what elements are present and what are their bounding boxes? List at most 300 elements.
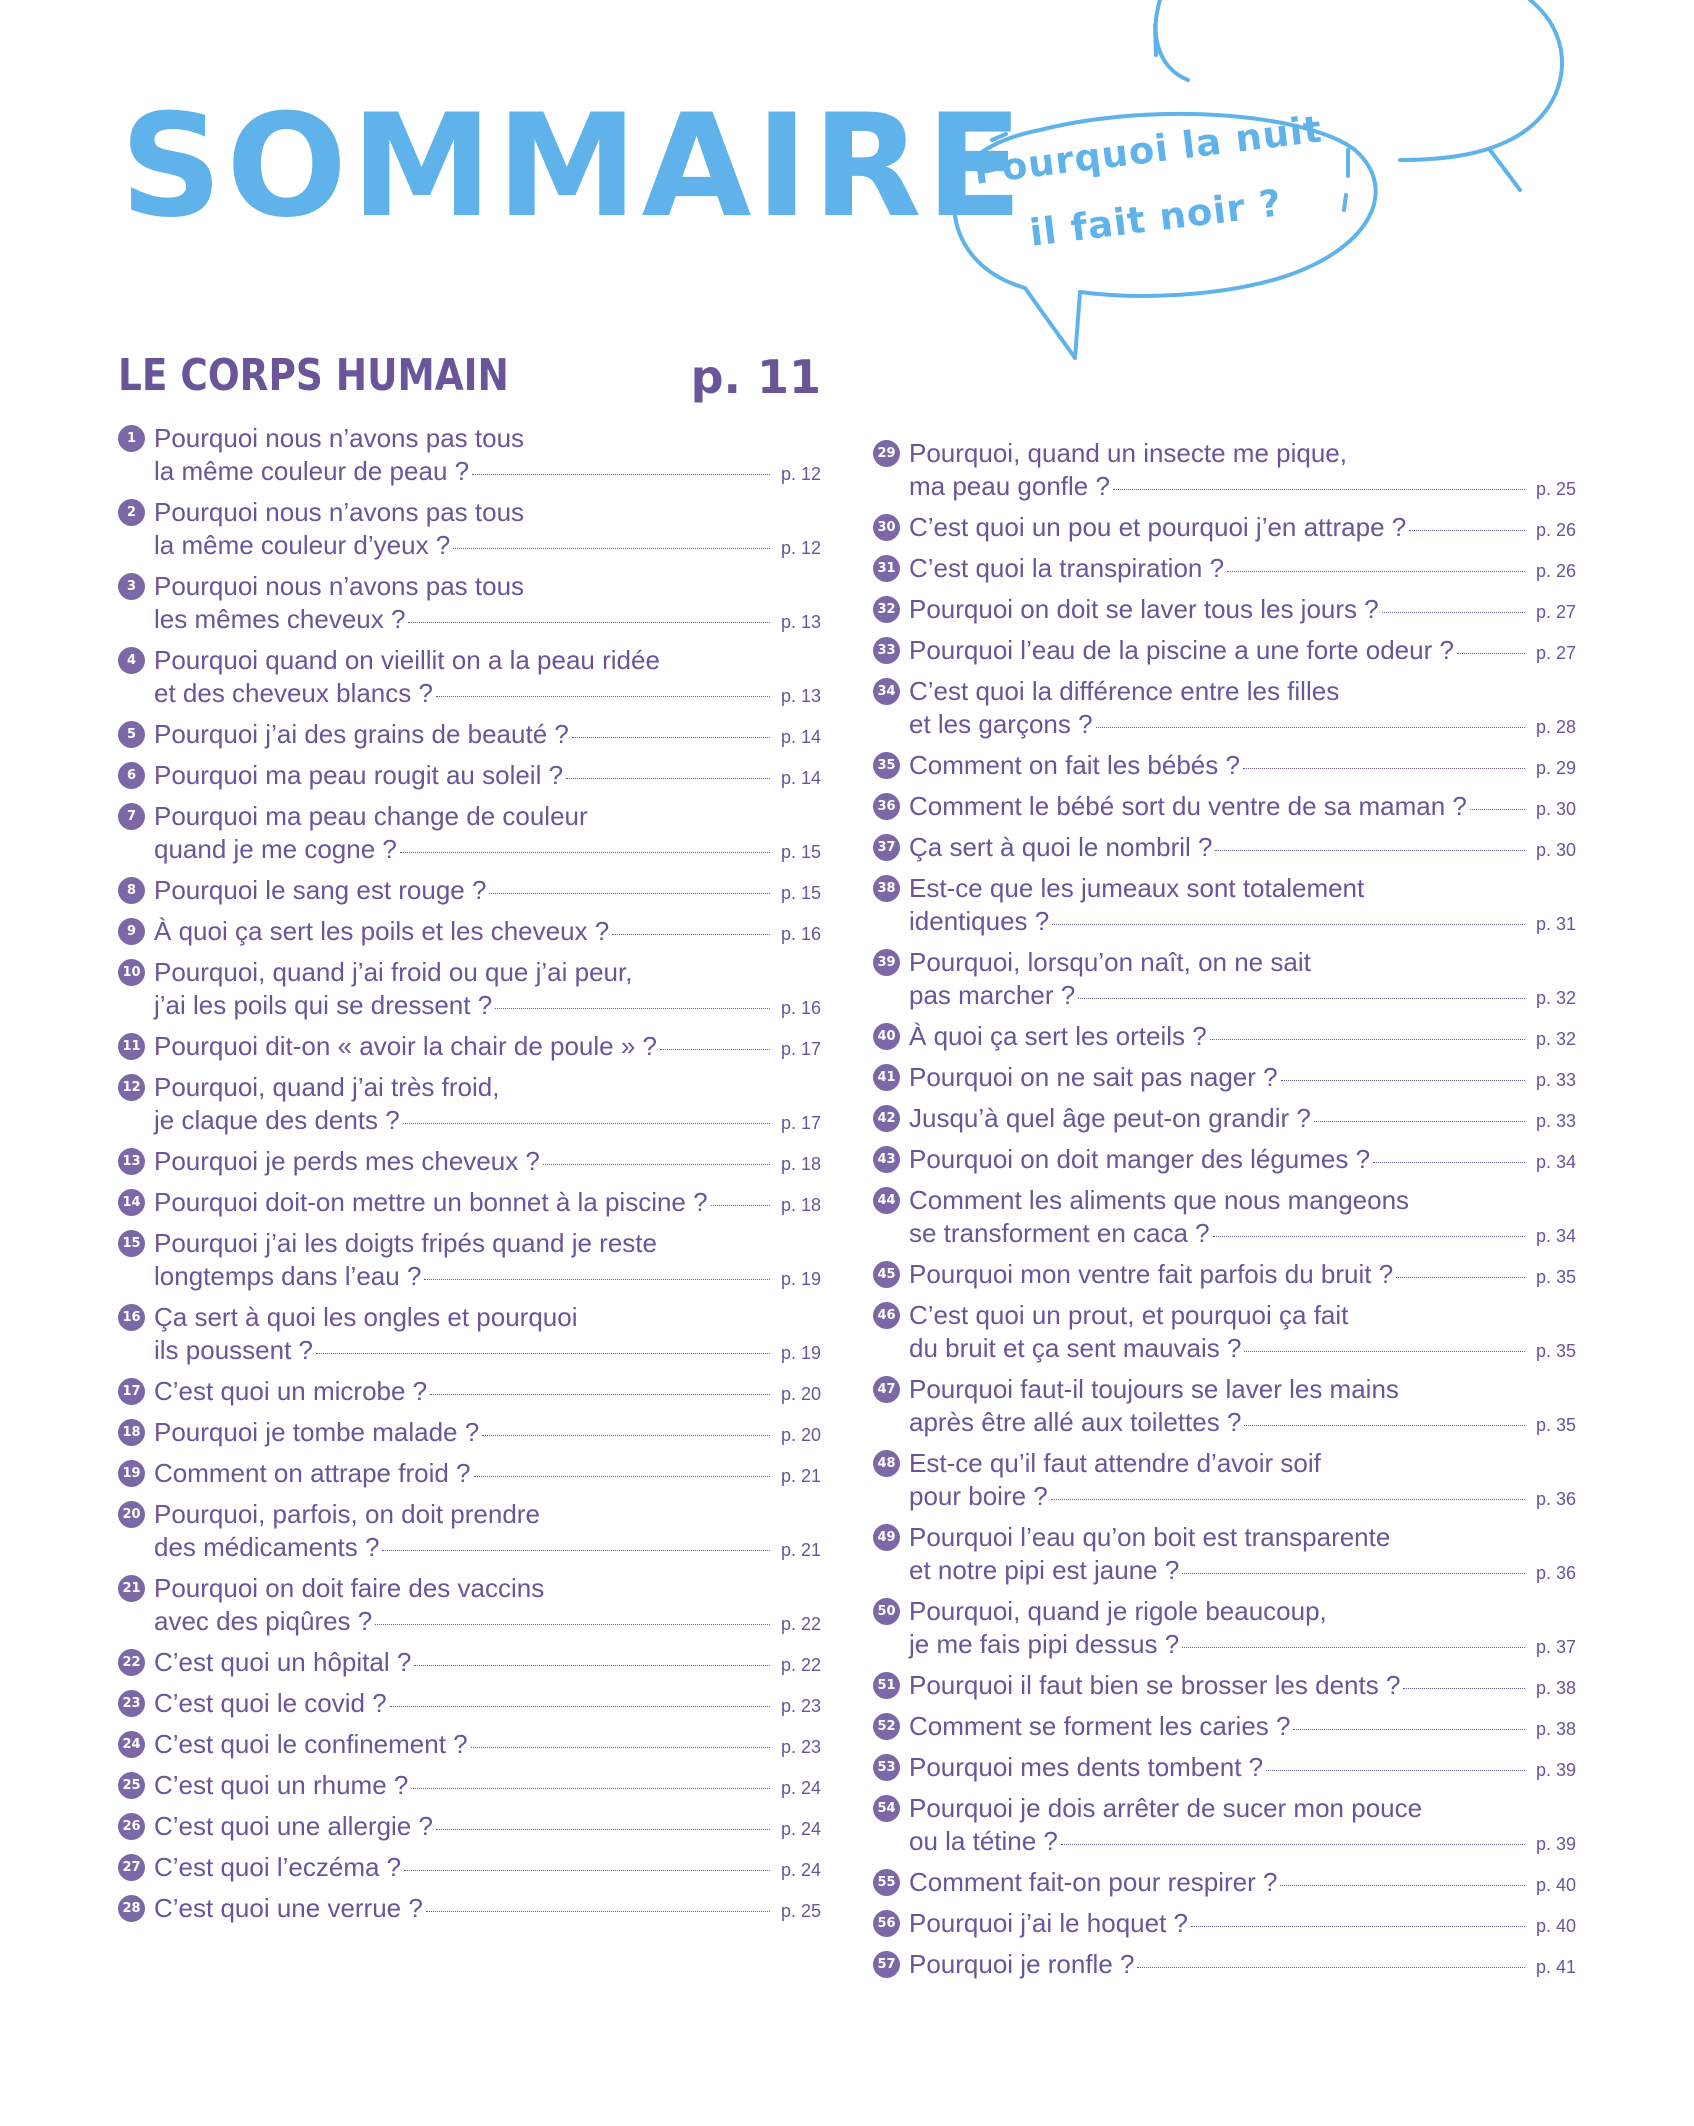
question-number-badge: 14 [118, 1189, 145, 1216]
question-number-badge: 40 [873, 1023, 900, 1050]
dotted-leader [543, 1164, 770, 1165]
toc-entry[interactable] [873, 1710, 1576, 1743]
question-number-badge: 47 [873, 1376, 900, 1403]
page-number: p. 25 [1535, 479, 1576, 499]
page-number: p. 30 [1535, 799, 1576, 819]
question-text: Pourquoi je perds mes cheveux ? [154, 1146, 540, 1176]
page-number: p. 36 [1535, 1489, 1576, 1509]
question-number-badge: 55 [873, 1869, 900, 1896]
page-number: p. 13 [780, 686, 821, 706]
page-number: p. 25 [780, 1901, 821, 1921]
dotted-leader [316, 1353, 770, 1354]
toc-entry[interactable] [118, 1498, 821, 1564]
toc-entry[interactable] [118, 1375, 821, 1408]
question-number-badge: 33 [873, 637, 900, 664]
dotted-leader [390, 1706, 770, 1707]
page-number: p. 35 [1535, 1341, 1576, 1361]
dotted-leader [1078, 998, 1525, 999]
toc-entry[interactable] [873, 511, 1576, 544]
question-text: C’est quoi un hôpital ? [154, 1647, 412, 1677]
question-text: Pourquoi nous n’avons pas tous [154, 497, 525, 527]
toc-entry[interactable] [118, 1572, 821, 1638]
toc-entry[interactable] [118, 1457, 821, 1490]
page-number: p. 39 [1535, 1834, 1576, 1854]
question-number-badge: 25 [118, 1772, 145, 1799]
page-number: p. 16 [780, 998, 821, 1018]
toc-entry[interactable] [873, 1020, 1576, 1053]
question-text: Pourquoi dit-on « avoir la chair de poule » ? [154, 1031, 657, 1061]
question-text: Pourquoi je tombe malade ? [154, 1417, 480, 1447]
section-header [118, 350, 821, 410]
page-number: p. 26 [1535, 561, 1576, 581]
toc-entry[interactable] [118, 1145, 821, 1178]
question-text: Jusqu’à quel âge peut-on grandir ? [909, 1103, 1311, 1133]
question-text: Pourquoi j’ai les doigts fripés quand je reste [154, 1228, 657, 1258]
question-text: j’ai les poils qui se dressent ? [154, 990, 493, 1020]
page-number: p. 19 [780, 1269, 821, 1289]
toc-entry[interactable] [118, 496, 821, 562]
dotted-leader [1244, 1425, 1525, 1426]
toc-column-left [118, 422, 821, 1933]
page-number: p. 34 [1535, 1226, 1576, 1246]
question-number-badge: 37 [873, 834, 900, 861]
question-text: et des cheveux blancs ? [154, 678, 433, 708]
dotted-leader [1396, 1277, 1525, 1278]
toc-entry[interactable] [118, 1227, 821, 1293]
dotted-leader [424, 1279, 770, 1280]
question-text: Pourquoi on ne sait pas nager ? [909, 1062, 1278, 1092]
page-number: p. 24 [780, 1778, 821, 1798]
question-text: avec des piqûres ? [154, 1606, 373, 1636]
question-text: Pourquoi doit-on mettre un bonnet à la piscine ? [154, 1187, 708, 1217]
bubble-text-line1: Pourquoi la nuit [971, 107, 1325, 193]
page-number: p. 26 [1535, 520, 1576, 540]
dotted-leader [404, 1870, 770, 1871]
page-number: p. 18 [780, 1154, 821, 1174]
question-number-badge: 16 [118, 1304, 145, 1331]
toc-entry[interactable] [873, 790, 1576, 823]
page-number: p. 34 [1535, 1152, 1576, 1172]
question-number-badge: 43 [873, 1146, 900, 1173]
toc-entry[interactable] [873, 1669, 1576, 1702]
toc-entry[interactable] [118, 915, 821, 948]
dotted-leader [1227, 571, 1525, 572]
question-text: C’est quoi le covid ? [154, 1688, 387, 1718]
toc-entry[interactable] [873, 1751, 1576, 1784]
question-text: C’est quoi un prout, et pourquoi ça fait [909, 1300, 1349, 1330]
question-number-badge: 46 [873, 1302, 900, 1329]
page-number: p. 40 [1535, 1916, 1576, 1936]
question-text: Pourquoi j’ai le hoquet ? [909, 1908, 1188, 1938]
question-number-badge: 15 [118, 1230, 145, 1257]
toc-entry[interactable] [118, 1810, 821, 1843]
toc-entry[interactable] [873, 831, 1576, 864]
toc-entry[interactable] [118, 570, 821, 636]
question-text: Pourquoi, parfois, on doit prendre [154, 1499, 540, 1529]
page-number: p. 28 [1535, 717, 1576, 737]
question-text: C’est quoi un pou et pourquoi j’en attrape ? [909, 512, 1407, 542]
question-text: Pourquoi quand on vieillit on a la peau ridée [154, 645, 660, 675]
question-text: Pourquoi, quand j’ai très froid, [154, 1072, 500, 1102]
question-text: Pourquoi ma peau change de couleur [154, 801, 588, 831]
question-number-badge: 19 [118, 1460, 145, 1487]
dotted-leader [1061, 1844, 1525, 1845]
page-number: p. 12 [780, 538, 821, 558]
question-text: Pourquoi je dois arrêter de sucer mon pouce [909, 1793, 1423, 1823]
question-number-badge: 6 [118, 762, 145, 789]
page-number: p. 17 [780, 1039, 821, 1059]
toc-entry[interactable] [873, 1866, 1576, 1899]
question-text: Ça sert à quoi les ongles et pourquoi [154, 1302, 578, 1332]
question-text: Pourquoi on doit manger des légumes ? [909, 1144, 1371, 1174]
question-number-badge: 3 [118, 573, 145, 600]
toc-entry[interactable] [118, 1071, 821, 1137]
question-number-badge: 12 [118, 1074, 145, 1101]
question-number-badge: 51 [873, 1672, 900, 1699]
page-number: p. 23 [780, 1696, 821, 1716]
toc-entry[interactable] [873, 1948, 1576, 1981]
dotted-leader [1213, 1236, 1525, 1237]
dotted-leader [1470, 809, 1525, 810]
section-title: LE CORPS HUMAIN [118, 350, 509, 401]
toc-entry[interactable] [873, 1299, 1576, 1365]
question-text: Pourquoi l’eau qu’on boit est transparente [909, 1522, 1391, 1552]
question-number-badge: 45 [873, 1261, 900, 1288]
question-text: Comment les aliments que nous mangeons [909, 1185, 1410, 1215]
question-text: Pourquoi, lorsqu’on naît, on ne sait [909, 947, 1311, 977]
page-number: p. 24 [780, 1860, 821, 1880]
question-text: quand je me cogne ? [154, 834, 397, 864]
dotted-leader [1137, 1967, 1525, 1968]
question-text: Pourquoi, quand je rigole beaucoup, [909, 1596, 1327, 1626]
question-number-badge: 34 [873, 678, 900, 705]
toc-entry[interactable] [873, 675, 1576, 741]
dotted-leader [1244, 1351, 1525, 1352]
dotted-leader [414, 1665, 770, 1666]
question-number-badge: 22 [118, 1649, 145, 1676]
question-number-badge: 38 [873, 875, 900, 902]
question-text: Comment le bébé sort du ventre de sa maman ? [909, 791, 1467, 821]
page-number: p. 18 [780, 1195, 821, 1215]
question-number-badge: 1 [118, 425, 145, 452]
question-text: Comment on fait les bébés ? [909, 750, 1240, 780]
page-number: p. 35 [1535, 1267, 1576, 1287]
question-text: se transforment en caca ? [909, 1218, 1210, 1248]
question-text: Ça sert à quoi le nombril ? [909, 832, 1213, 862]
dotted-leader [411, 1788, 770, 1789]
question-text: C’est quoi une verrue ? [154, 1893, 423, 1923]
page-number: p. 39 [1535, 1760, 1576, 1780]
dotted-leader [482, 1435, 770, 1436]
page-number: p. 27 [1535, 643, 1576, 663]
toc-entry[interactable] [118, 1030, 821, 1063]
page-number: p. 36 [1535, 1563, 1576, 1583]
toc-entry[interactable] [118, 874, 821, 907]
page-number: p. 21 [780, 1466, 821, 1486]
page-number: p. 20 [780, 1425, 821, 1445]
toc-entry[interactable] [118, 1892, 821, 1925]
speech-bubble [930, 0, 1590, 370]
question-text: Comment se forment les caries ? [909, 1711, 1291, 1741]
question-text: ou la tétine ? [909, 1826, 1058, 1856]
question-text: la même couleur d’yeux ? [154, 530, 451, 560]
question-text: C’est quoi un rhume ? [154, 1770, 409, 1800]
toc-entry[interactable] [873, 1184, 1576, 1250]
toc-entry[interactable] [118, 759, 821, 792]
toc-entry[interactable] [118, 1646, 821, 1679]
page-number: p. 22 [780, 1614, 821, 1634]
question-number-badge: 4 [118, 647, 145, 674]
dotted-leader [495, 1008, 770, 1009]
question-number-badge: 17 [118, 1378, 145, 1405]
page-number: p. 12 [780, 464, 821, 484]
page-number: p. 41 [1535, 1957, 1576, 1977]
question-text: À quoi ça sert les orteils ? [909, 1021, 1207, 1051]
question-number-badge: 2 [118, 499, 145, 526]
page-number: p. 33 [1535, 1111, 1576, 1131]
page-number: p. 32 [1535, 988, 1576, 1008]
dotted-leader [1266, 1770, 1525, 1771]
dotted-leader [382, 1550, 770, 1551]
question-text: Pourquoi le sang est rouge ? [154, 875, 487, 905]
dotted-leader [471, 1747, 770, 1748]
page-number: p. 21 [780, 1540, 821, 1560]
page-number: p. 30 [1535, 840, 1576, 860]
dotted-leader [1182, 1647, 1525, 1648]
toc-entry[interactable] [118, 718, 821, 751]
question-number-badge: 39 [873, 949, 900, 976]
question-text: Comment on attrape froid ? [154, 1458, 471, 1488]
dotted-leader [572, 737, 770, 738]
page-number: p. 29 [1535, 758, 1576, 778]
toc-entry[interactable] [118, 1416, 821, 1449]
question-number-badge: 9 [118, 918, 145, 945]
page-number: p. 17 [780, 1113, 821, 1133]
bubble-text-line2: il fait noir ? [1027, 181, 1285, 255]
question-text: longtemps dans l’eau ? [154, 1261, 422, 1291]
toc-entry[interactable] [873, 1373, 1576, 1439]
dotted-leader [711, 1205, 770, 1206]
dotted-leader [489, 893, 770, 894]
page-number: p. 16 [780, 924, 821, 944]
question-text: Pourquoi faut-il toujours se laver les mains [909, 1374, 1399, 1404]
question-number-badge: 5 [118, 721, 145, 748]
toc-entry[interactable] [118, 1186, 821, 1219]
question-number-badge: 31 [873, 555, 900, 582]
dotted-leader [612, 934, 770, 935]
page-number: p. 15 [780, 883, 821, 903]
question-text: Pourquoi, quand j’ai froid ou que j’ai peur, [154, 957, 633, 987]
question-number-badge: 11 [118, 1033, 145, 1060]
page-number: p. 14 [780, 768, 821, 788]
toc-entry[interactable] [873, 1907, 1576, 1940]
toc-entry[interactable] [118, 1687, 821, 1720]
toc-entry[interactable] [118, 956, 821, 1022]
question-number-badge: 27 [118, 1854, 145, 1881]
page-number: p. 27 [1535, 602, 1576, 622]
toc-column-right [873, 437, 1576, 1989]
question-text: À quoi ça sert les poils et les cheveux ? [154, 916, 610, 946]
toc-entry[interactable] [118, 1728, 821, 1761]
question-text: Pourquoi l’eau de la piscine a une forte odeur ? [909, 635, 1454, 665]
question-number-badge: 48 [873, 1450, 900, 1477]
page-number: p. 35 [1535, 1415, 1576, 1435]
toc-entry[interactable] [873, 1143, 1576, 1176]
question-number-badge: 50 [873, 1598, 900, 1625]
question-number-badge: 23 [118, 1690, 145, 1717]
toc-entry[interactable] [118, 1851, 821, 1884]
question-number-badge: 30 [873, 514, 900, 541]
question-number-badge: 42 [873, 1105, 900, 1132]
question-text: pour boire ? [909, 1481, 1048, 1511]
page-number: p. 15 [780, 842, 821, 862]
question-text: Pourquoi nous n’avons pas tous [154, 423, 525, 453]
dotted-leader [408, 622, 770, 623]
question-number-badge: 52 [873, 1713, 900, 1740]
question-text: Pourquoi on doit faire des vaccins [154, 1573, 545, 1603]
question-text: C’est quoi un microbe ? [154, 1376, 428, 1406]
page-number: p. 23 [780, 1737, 821, 1757]
dotted-leader [1403, 1688, 1525, 1689]
page-number: p. 37 [1535, 1637, 1576, 1657]
toc-entry[interactable] [873, 1792, 1576, 1858]
toc-entry[interactable] [873, 1521, 1576, 1587]
question-text: Pourquoi on doit se laver tous les jours ? [909, 594, 1379, 624]
question-text: Pourquoi mes dents tombent ? [909, 1752, 1264, 1782]
question-number-badge: 54 [873, 1795, 900, 1822]
question-number-badge: 36 [873, 793, 900, 820]
toc-entry[interactable] [873, 946, 1576, 1012]
dotted-leader [1052, 924, 1525, 925]
question-text: ma peau gonfle ? [909, 471, 1110, 501]
question-text: C’est quoi la transpiration ? [909, 553, 1225, 583]
question-number-badge: 21 [118, 1575, 145, 1602]
toc-entry[interactable] [873, 437, 1576, 503]
dotted-leader [1191, 1926, 1525, 1927]
question-text: Pourquoi nous n’avons pas tous [154, 571, 525, 601]
page-number: p. 31 [1535, 914, 1576, 934]
toc-entry[interactable] [873, 1061, 1576, 1094]
question-text: ils poussent ? [154, 1335, 313, 1365]
dotted-leader [660, 1049, 770, 1050]
question-text: Pourquoi ma peau rougit au soleil ? [154, 760, 564, 790]
page-number: p. 14 [780, 727, 821, 747]
question-text: Pourquoi mon ventre fait parfois du bruit ? [909, 1259, 1394, 1289]
question-number-badge: 13 [118, 1148, 145, 1175]
toc-entry[interactable] [873, 552, 1576, 585]
question-text: pas marcher ? [909, 980, 1076, 1010]
question-text: Est-ce que les jumeaux sont totalement [909, 873, 1365, 903]
question-text: après être allé aux toilettes ? [909, 1407, 1242, 1437]
question-number-badge: 44 [873, 1187, 900, 1214]
toc-entry[interactable] [873, 1102, 1576, 1135]
toc-entry[interactable] [873, 634, 1576, 667]
toc-entry[interactable] [873, 749, 1576, 782]
page-number: p. 40 [1535, 1875, 1576, 1895]
dotted-leader [472, 474, 770, 475]
question-text: Pourquoi il faut bien se brosser les dents ? [909, 1670, 1401, 1700]
question-text: la même couleur de peau ? [154, 456, 470, 486]
question-number-badge: 18 [118, 1419, 145, 1446]
toc-entry[interactable] [118, 1301, 821, 1367]
question-text: Comment fait-on pour respirer ? [909, 1867, 1278, 1897]
dotted-leader [436, 1829, 770, 1830]
question-number-badge: 24 [118, 1731, 145, 1758]
page-number: p. 38 [1535, 1719, 1576, 1739]
dotted-leader [566, 778, 770, 779]
question-text: Est-ce qu’il faut attendre d’avoir soif [909, 1448, 1321, 1478]
question-number-badge: 20 [118, 1501, 145, 1528]
question-number-badge: 7 [118, 803, 145, 830]
dotted-leader [1243, 768, 1525, 769]
dotted-leader [1293, 1729, 1525, 1730]
dotted-leader [426, 1911, 770, 1912]
page-number: p. 13 [780, 612, 821, 632]
dotted-leader [1409, 530, 1525, 531]
toc-entry[interactable] [873, 1595, 1576, 1661]
toc-entry[interactable] [873, 593, 1576, 626]
page-number: p. 20 [780, 1384, 821, 1404]
question-text: Pourquoi je ronfle ? [909, 1949, 1135, 1979]
dotted-leader [1113, 489, 1525, 490]
page-number: p. 38 [1535, 1678, 1576, 1698]
question-number-badge: 56 [873, 1910, 900, 1937]
dotted-leader [1051, 1499, 1525, 1500]
toc-entry[interactable] [118, 800, 821, 866]
question-number-badge: 49 [873, 1524, 900, 1551]
section-page-number: p. 11 [690, 350, 821, 404]
dotted-leader [1210, 1039, 1525, 1040]
page-number: p. 19 [780, 1343, 821, 1363]
toc-entry[interactable] [873, 1447, 1576, 1513]
question-text: Pourquoi, quand un insecte me pique, [909, 438, 1347, 468]
question-text: C’est quoi l’eczéma ? [154, 1852, 402, 1882]
toc-entry[interactable] [118, 422, 821, 488]
dotted-leader [375, 1624, 770, 1625]
question-text: et les garçons ? [909, 709, 1093, 739]
dotted-leader [403, 1123, 770, 1124]
dotted-leader [436, 696, 770, 697]
question-number-badge: 35 [873, 752, 900, 779]
page-title: SOMMAIRE [120, 84, 1027, 249]
dotted-leader [1215, 850, 1525, 851]
dotted-leader [1096, 727, 1525, 728]
question-number-badge: 28 [118, 1895, 145, 1922]
question-text: je claque des dents ? [154, 1105, 400, 1135]
dotted-leader [400, 852, 770, 853]
question-text: du bruit et ça sent mauvais ? [909, 1333, 1242, 1363]
dotted-leader [1457, 653, 1525, 654]
question-text: les mêmes cheveux ? [154, 604, 406, 634]
page-number: p. 24 [780, 1819, 821, 1839]
question-number-badge: 41 [873, 1064, 900, 1091]
question-number-badge: 26 [118, 1813, 145, 1840]
dotted-leader [453, 548, 770, 549]
question-text: Pourquoi j’ai des grains de beauté ? [154, 719, 569, 749]
toc-entry[interactable] [118, 1769, 821, 1802]
toc-entry[interactable] [873, 872, 1576, 938]
question-number-badge: 32 [873, 596, 900, 623]
question-number-badge: 57 [873, 1951, 900, 1978]
question-number-badge: 8 [118, 877, 145, 904]
dotted-leader [1382, 612, 1525, 613]
question-text: et notre pipi est jaune ? [909, 1555, 1180, 1585]
question-number-badge: 29 [873, 440, 900, 467]
toc-entry[interactable] [873, 1258, 1576, 1291]
toc-entry[interactable] [118, 644, 821, 710]
page-number: p. 33 [1535, 1070, 1576, 1090]
question-text: C’est quoi le confinement ? [154, 1729, 468, 1759]
